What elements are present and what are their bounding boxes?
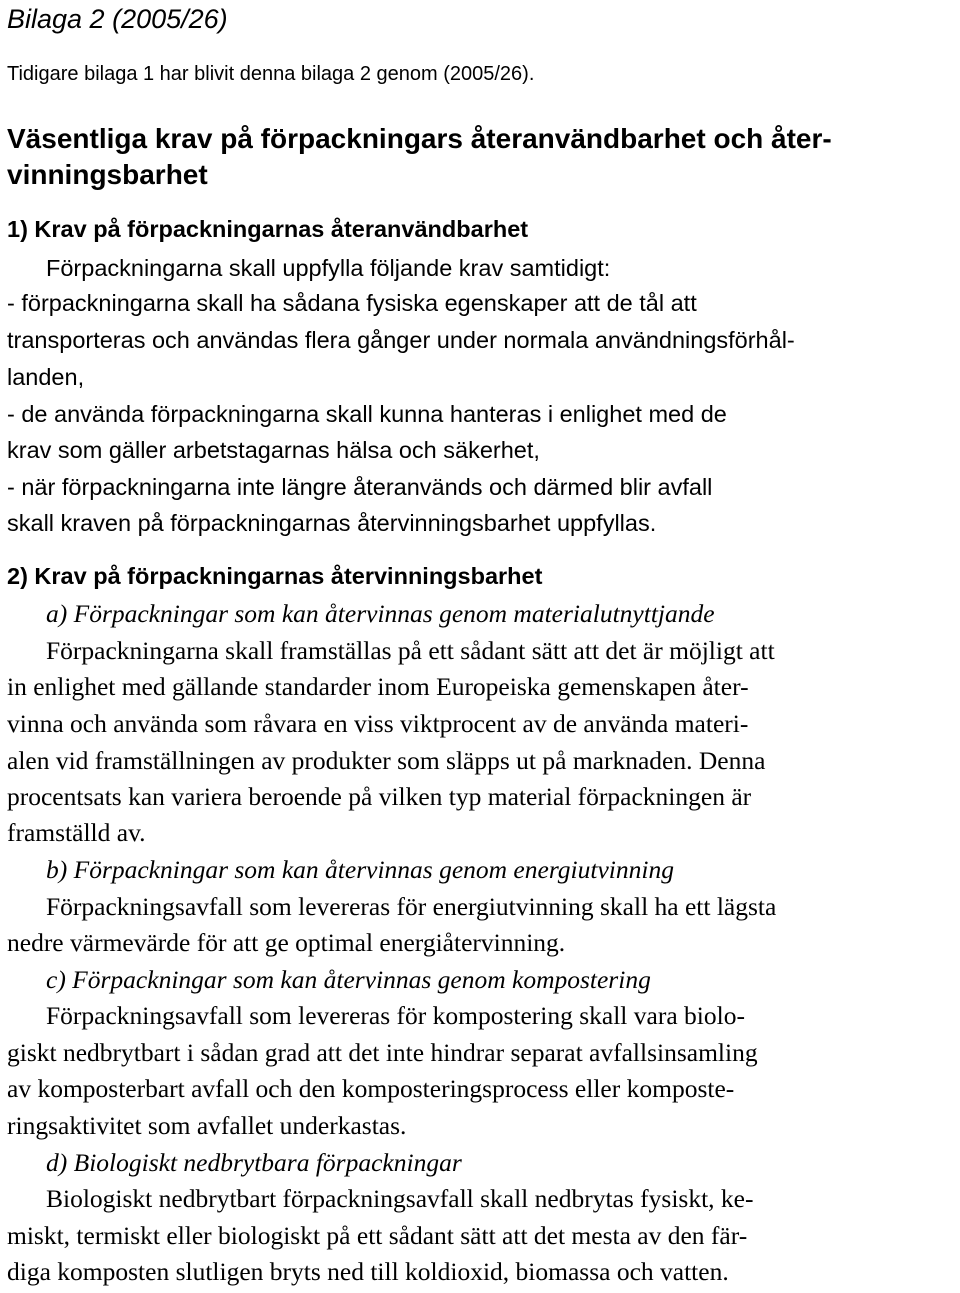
section-1-line: - förpackningarna skall ha sådana fysiska egenskaper att de tål att xyxy=(7,290,697,316)
subsection-a-line: in enlighet med gällande standarder inom Europeiska gemenskapen åter- xyxy=(7,672,749,701)
subsection-b-title: b) Förpackningar som kan återvinnas genom energiutvinning xyxy=(46,855,674,884)
section-1-line: skall kraven på förpackningarnas återvinningsbarhet uppfyllas. xyxy=(7,510,657,536)
subsection-d-line: Biologiskt nedbrytbart förpackningsavfall skall nedbrytas fysiskt, ke- xyxy=(46,1184,754,1213)
appendix-title: Bilaga 2 (2005/26) xyxy=(7,4,228,34)
subsection-b-line: nedre värmevärde för att ge optimal energiåtervinning. xyxy=(7,928,566,957)
subsection-c-line: giskt nedbrytbart i sådan grad att det inte hindrar separat avfallsinsamling xyxy=(7,1038,758,1067)
subsection-a-title: a) Förpackningar som kan återvinnas genom materialutnyttjande xyxy=(46,599,715,628)
main-heading-line: vinningsbarhet xyxy=(7,159,208,190)
subsection-d-title: d) Biologiskt nedbrytbara förpackningar xyxy=(46,1148,462,1177)
subsection-c-line: Förpackningsavfall som levereras för kompostering skall vara biolo- xyxy=(46,1001,745,1030)
subsection-b-line: Förpackningsavfall som levereras för energiutvinning skall ha ett lägsta xyxy=(46,892,777,921)
subsection-a-line: framställd av. xyxy=(7,818,146,847)
section-1-line: transporteras och användas flera gånger under normala användningsförhål- xyxy=(7,327,795,353)
subsection-c-line: av komposterbart avfall och den komposteringsprocess eller komposte- xyxy=(7,1074,735,1103)
main-heading xyxy=(7,121,832,193)
subsection-a-line: vinna och använda som råvara en viss viktprocent av de använda materi- xyxy=(7,709,749,738)
subsection-c-line: ringsaktivitet som avfallet underkastas. xyxy=(7,1111,407,1140)
section-1-line: - när förpackningarna inte längre återanvänds och därmed blir avfall xyxy=(7,474,713,500)
subsection-a-line: Förpackningarna skall framställas på ett sådant sätt att det är möjligt att xyxy=(46,636,775,665)
subsection-d-line: diga komposten slutligen bryts ned till koldioxid, biomassa och vatten. xyxy=(7,1257,729,1286)
subsection-a-line: procentsats kan variera beroende på vilken typ material förpackningen är xyxy=(7,782,752,811)
section-1-line: - de använda förpackningarna skall kunna hanteras i enlighet med de xyxy=(7,401,727,427)
intro-note: Tidigare bilaga 1 har blivit denna bilaga 2 genom (2005/26). xyxy=(7,63,535,85)
subsection-a-line: alen vid framställningen av produkter som släpps ut på marknaden. Denna xyxy=(7,746,766,775)
section-1-heading: 1) Krav på förpackningarnas återanvändbarhet xyxy=(7,216,529,242)
subsection-c-title: c) Förpackningar som kan återvinnas genom kompostering xyxy=(46,965,651,994)
section-1-line: landen, xyxy=(7,364,85,390)
subsection-d-line: miskt, termiskt eller biologiskt på ett sådant sätt att det mesta av den fär- xyxy=(7,1221,748,1250)
main-heading-line: Väsentliga krav på förpackningars återanvändbarhet och åter- xyxy=(7,123,832,154)
section-2-heading: 2) Krav på förpackningarnas återvinningsbarhet xyxy=(7,563,543,589)
section-1-line: Förpackningarna skall uppfylla följande krav samtidigt: xyxy=(46,255,611,281)
section-1-line: krav som gäller arbetstagarnas hälsa och säkerhet, xyxy=(7,437,540,463)
